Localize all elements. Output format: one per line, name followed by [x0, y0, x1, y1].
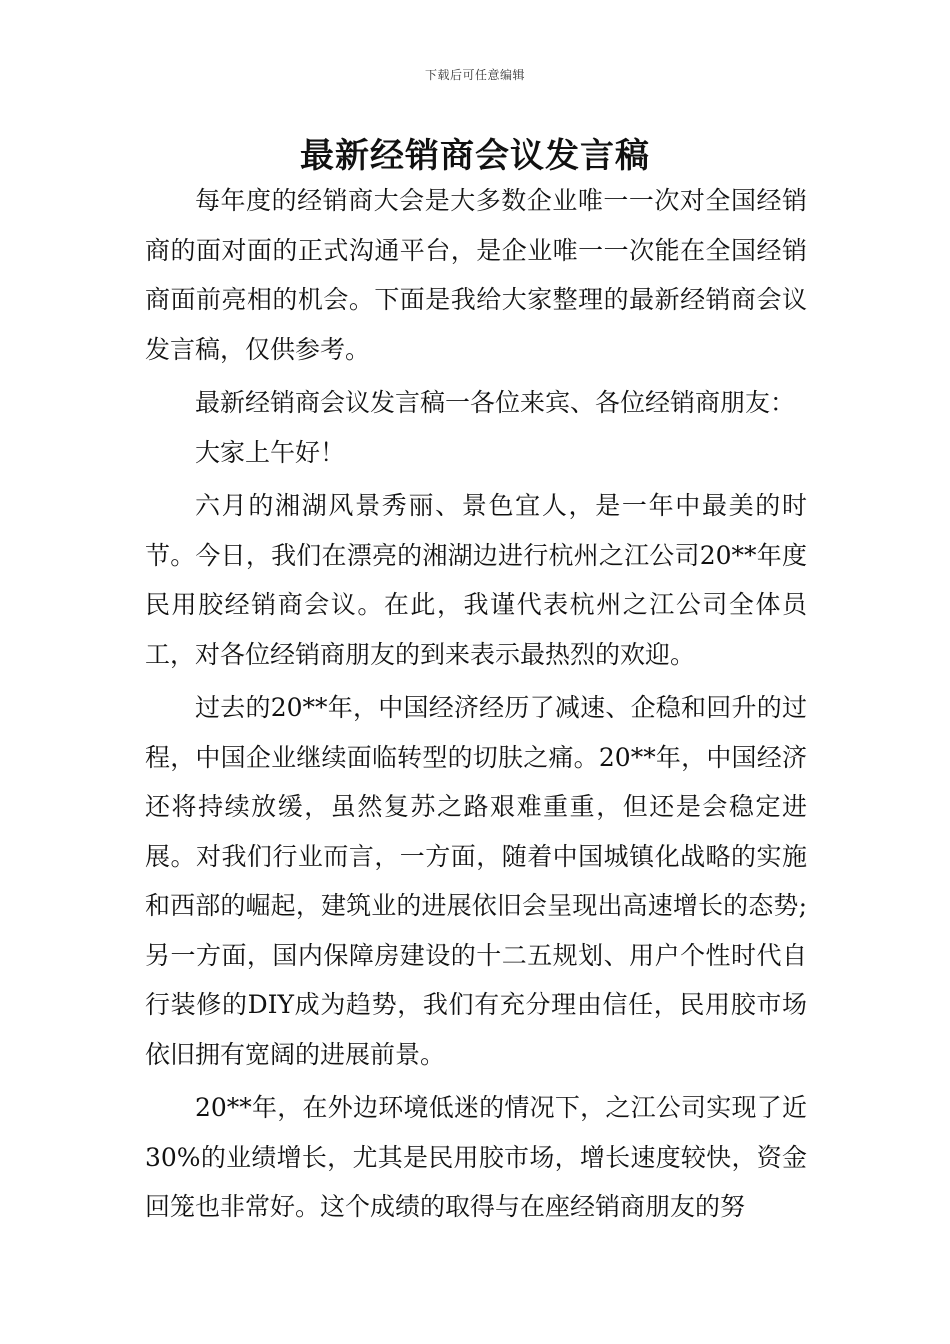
- paragraph-salutation: 最新经销商会议发言稿一各位来宾、各位经销商朋友：: [195, 388, 796, 417]
- document-title: 最新经销商会议发言稿: [300, 136, 650, 176]
- paragraph-performance: 20**年，在外边环境低迷的情况下，之江公司实现了近30%的业绩增长，尤其是民用胶市场，增长速度较快，资金回笼也非常好。这个成绩的取得与在座经销商朋友的努: [145, 1093, 807, 1221]
- paragraph-greeting: 大家上午好！: [195, 437, 346, 467]
- paragraph-economy: 过去的20**年，中国经济经历了减速、企稳和回升的过程，中国企业继续面临转型的切肤之痛。20**年，中国经济还将持续放缓，虽然复苏之路艰难重重，但还是会稳定进展。对我们行业而言，一方面，随着中国城镇化战略的实施和西部的崛起，建筑业的进展依旧会呈现出高速增长的态势;另一方面，国内保障房建设的十二五规划、用户个性时代自行装修的DIY成为趋势，我们有充分理由信任，民用胶市场依旧拥有宽阔的进展前景。: [145, 693, 807, 1069]
- document-body: [145, 176, 807, 1232]
- paragraph-intro: 每年度的经销商大会是大多数企业唯一一次对全国经销商的面对面的正式沟通平台，是企业唯一一次能在全国经销商面前亮相的机会。下面是我给大家整理的最新经销商会议发言稿，仅供参考。: [145, 186, 807, 364]
- header-note: 下载后可任意编辑: [424, 68, 525, 82]
- paragraph-welcome: 六月的湘湖风景秀丽、景色宜人，是一年中最美的时节。今日，我们在漂亮的湘湖边进行杭州之江公司20**年度民用胶经销商会议。在此，我谨代表杭州之江公司全体员工，对各位经销商朋友的到来表示最热烈的欢迎。: [145, 491, 807, 669]
